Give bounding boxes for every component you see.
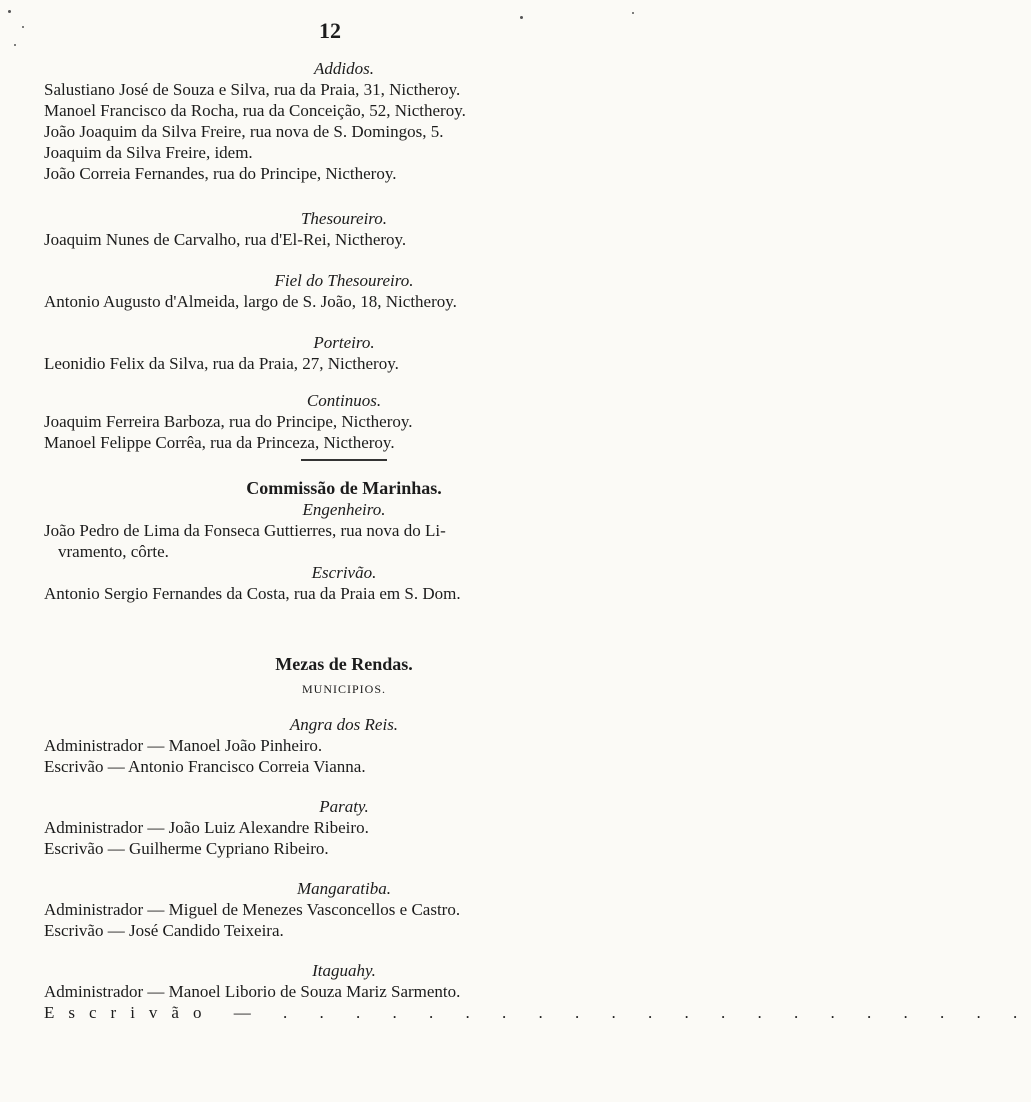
entry-line: Salustiano José de Souza e Silva, rua da Praia, 31, Nictheroy. [44, 80, 461, 99]
entry-line: Joaquim Ferreira Barboza, rua do Principe, Nictheroy. [44, 412, 413, 431]
scan-speck [14, 44, 16, 46]
municipio-itaguahy [44, 960, 1031, 1023]
entry-line: Antonio Augusto d'Almeida, largo de S. João, 18, Nictheroy. [44, 292, 457, 311]
entry-line: João Pedro de Lima da Fonseca Guttierres, rua nova do Li- [44, 521, 446, 540]
scan-speck [520, 16, 523, 19]
municipio-title: Paraty. [319, 797, 369, 816]
section-title-commissao: Commissão de Marinhas. [246, 478, 442, 498]
municipio-title: Itaguahy. [312, 961, 376, 980]
section-title-addidos: Addidos. [314, 59, 374, 78]
scan-speck [8, 10, 11, 13]
section-title-fiel: Fiel do Thesoureiro. [274, 271, 414, 290]
municipio-angra [44, 714, 644, 777]
page-number: 12 [319, 18, 341, 43]
municipio-mangaratiba [44, 878, 644, 941]
section-addidos [44, 58, 644, 184]
entry-line: Antonio Sergio Fernandes da Costa, rua da Praia em S. Dom. [44, 584, 461, 603]
section-porteiro [44, 332, 644, 374]
entry-line: Escrivão — . . . . . . . . . . . . . . . . . . . . . [44, 1003, 1031, 1022]
entry-line: vramento, côrte. [58, 542, 169, 561]
scan-speck [632, 12, 634, 14]
entry-line: Administrador — Manoel Liborio de Souza Mariz Sarmento. [44, 982, 461, 1001]
entry-line: Escrivão — José Candido Teixeira. [44, 921, 284, 940]
section-mezas-rendas [44, 654, 644, 700]
entry-line: Manoel Felippe Corrêa, rua da Princeza, Nictheroy. [44, 433, 395, 452]
subsection-title-escrivao: Escrivão. [311, 563, 377, 582]
entry-line: Administrador — João Luiz Alexandre Ribeiro. [44, 818, 369, 837]
section-title-mezas: Mezas de Rendas. [275, 654, 413, 674]
section-title-thesoureiro: Thesoureiro. [300, 209, 388, 228]
municipio-title: Angra dos Reis. [289, 715, 399, 734]
scan-speck [22, 26, 24, 28]
municipio-paraty [44, 796, 644, 859]
entry-line: Escrivão — Antonio Francisco Correia Vianna. [44, 757, 366, 776]
section-title-porteiro: Porteiro. [313, 333, 375, 352]
entry-line: Escrivão — Guilherme Cypriano Ribeiro. [44, 839, 329, 858]
entry-line: Joaquim da Silva Freire, idem. [44, 143, 253, 162]
entry-line: Joaquim Nunes de Carvalho, rua d'El-Rei, Nictheroy. [44, 230, 407, 249]
entry-line: Administrador — Miguel de Menezes Vasconcellos e Castro. [44, 900, 461, 919]
section-thesoureiro [44, 208, 644, 250]
section-title-continuos: Continuos. [306, 391, 382, 410]
section-fiel-thesoureiro [44, 270, 644, 312]
municipio-title: Mangaratiba. [297, 879, 391, 898]
entry-line: Manoel Francisco da Rocha, rua da Conceição, 52, Nictheroy. [44, 101, 466, 120]
section-continuos [44, 390, 644, 467]
subtitle-municipios: MUNICIPIOS. [301, 682, 386, 696]
entry-line: Leonidio Felix da Silva, rua da Praia, 27, Nictheroy. [44, 354, 399, 373]
entry-line: João Joaquim da Silva Freire, rua nova de S. Domingos, 5. [44, 122, 444, 141]
section-commissao-marinhas [44, 478, 644, 604]
entry-line: João Correia Fernandes, rua do Principe, Nictheroy. [44, 164, 397, 183]
entry-line: Administrador — Manoel João Pinheiro. [44, 736, 323, 755]
section-divider [301, 459, 387, 461]
subsection-title-engenheiro: Engenheiro. [302, 500, 386, 519]
